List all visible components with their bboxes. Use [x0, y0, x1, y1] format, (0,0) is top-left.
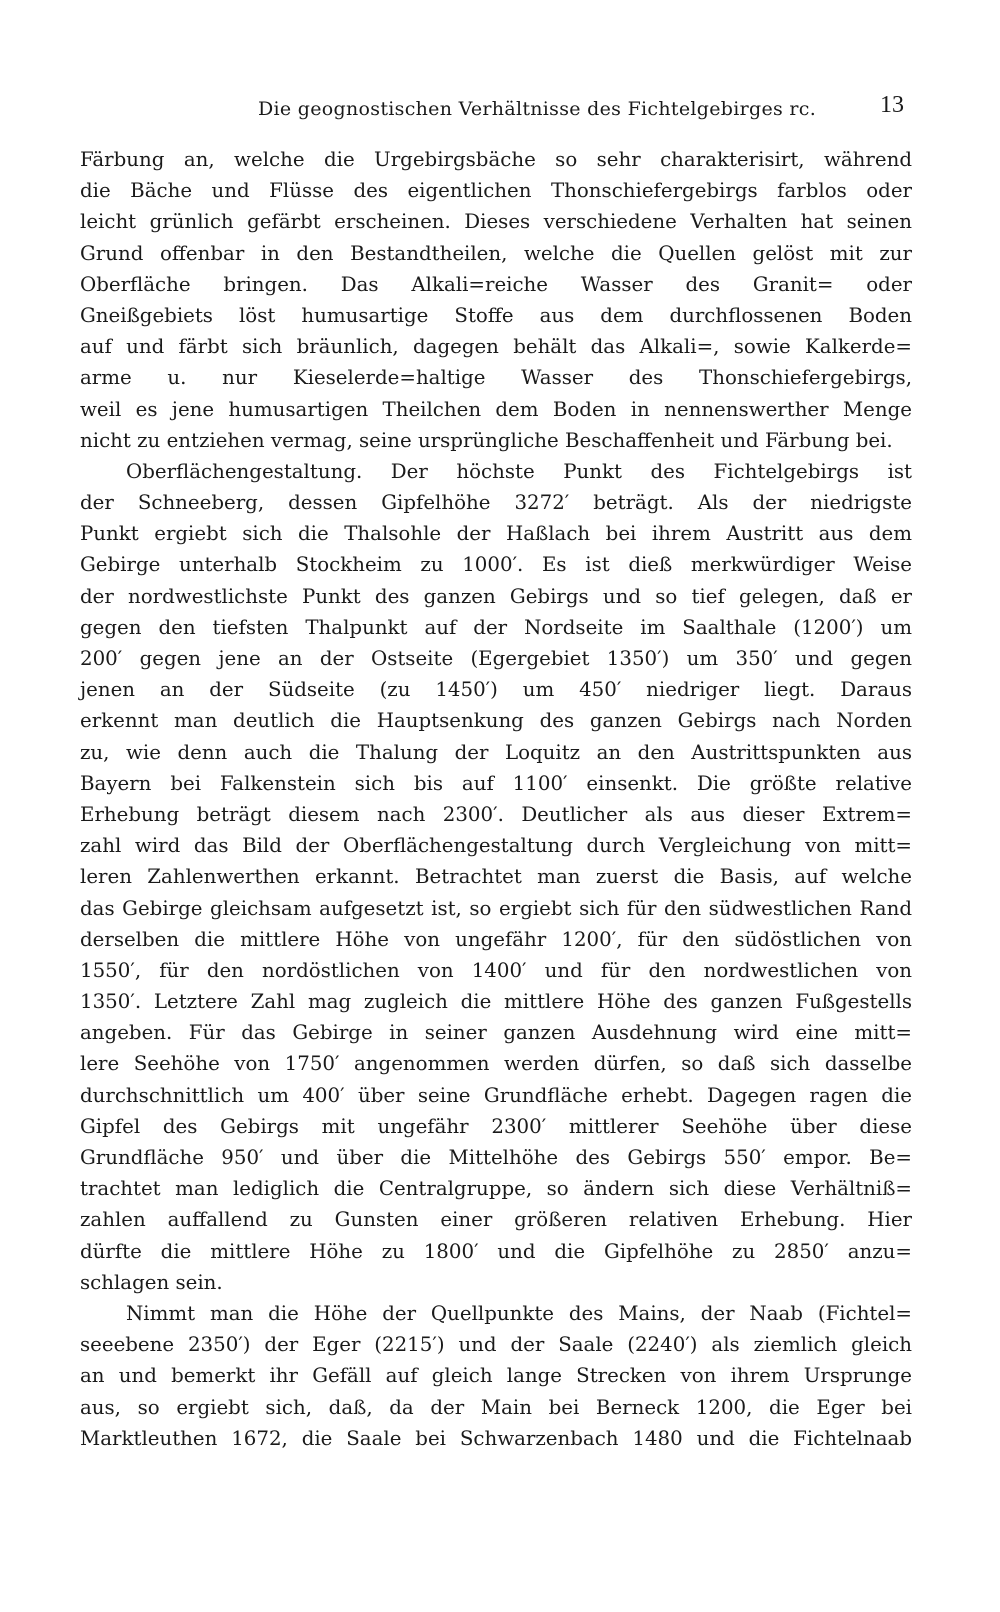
- text-line: Punkt ergiebt sich die Thalsohle der Haßlach bei ihrem Austritt aus dem: [80, 522, 912, 546]
- text-line: leicht grünlich gefärbt erscheinen. Dieses verschiedene Verhalten hat seinen: [80, 210, 912, 234]
- text-line: der nordwestlichste Punkt des ganzen Gebirgs und so tief gelegen, daß er: [80, 584, 912, 608]
- text-line: Bayern bei Falkenstein sich bis auf 1100′ einsenkt. Die größte relative: [80, 771, 912, 795]
- text-line: dürfte die mittlere Höhe zu 1800′ und die Gipfelhöhe zu 2850′ anzu=: [80, 1239, 912, 1263]
- text-line: Grundfläche 950′ und über die Mittelhöhe des Gebirgs 550′ empor. Be=: [80, 1146, 912, 1169]
- text-line: gegen den tiefsten Thalpunkt auf der Nordseite im Saalthale (1200′) um: [80, 615, 912, 639]
- text-line: Gipfel des Gebirgs mit ungefähr 2300′ mittlerer Seehöhe über diese: [80, 1114, 912, 1138]
- paragraph-first-line: Nimmt man die Höhe der Quellpunkte des Mains, der Naab (Fichtel=: [126, 1301, 912, 1325]
- text-line: die Bäche und Flüsse des eigentlichen Thonschiefergebirgs farblos oder: [80, 179, 912, 203]
- text-line: das Gebirge gleichsam aufgesetzt ist, so ergiebt sich für den südwestlichen Rand: [80, 896, 912, 920]
- text-line: arme u. nur Kieselerde=haltige Wasser des Thonschiefergebirgs,: [80, 366, 912, 390]
- text-line: weil es jene humusartigen Theilchen dem Boden in nennenswerther Menge: [80, 397, 912, 421]
- text-line: Marktleuthen 1672, die Saale bei Schwarzenbach 1480 und die Fichtelnaab: [80, 1426, 912, 1450]
- text-line: schlagen sein.: [80, 1270, 223, 1294]
- text-line: Grund offenbar in den Bestandtheilen, welche die Quellen gelöst mit zur: [80, 241, 912, 265]
- text-line: derselben die mittlere Höhe von ungefähr 1200′, für den südöstlichen von: [80, 927, 912, 951]
- text-line: Gneißgebiets löst humusartige Stoffe aus dem durchflossenen Boden: [80, 303, 912, 327]
- running-head: [80, 92, 912, 128]
- text-line: leren Zahlenwerthen erkannt. Betrachtet man zuerst die Basis, auf welche: [80, 865, 912, 889]
- text-line: durchschnittlich um 400′ über seine Grundfläche erhebt. Dagegen ragen die: [80, 1083, 912, 1107]
- text-line: nicht zu entziehen vermag, seine ursprüngliche Beschaffenheit und Färbung bei.: [80, 428, 893, 452]
- text-line: Erhebung beträgt diesem nach 2300′. Deutlicher als aus dieser Extrem=: [80, 802, 912, 826]
- text-line: angeben. Für das Gebirge in seiner ganzen Ausdehnung wird eine mitt=: [80, 1021, 912, 1045]
- text-line: jenen an der Südseite (zu 1450′) um 450′ niedriger liegt. Daraus: [80, 678, 912, 702]
- text-line: Färbung an, welche die Urgebirgsbäche so sehr charakterisirt, während: [80, 148, 912, 171]
- text-line: an und bemerkt ihr Gefäll auf gleich lange Strecken von ihrem Ursprunge: [80, 1364, 912, 1388]
- text-line: trachtet man lediglich die Centralgruppe, so ändern sich diese Verhältniß=: [80, 1177, 912, 1201]
- text-line: Oberfläche bringen. Das Alkali=reiche Wasser des Granit= oder: [80, 272, 912, 296]
- text-line: auf und färbt sich bräunlich, dagegen behält das Alkali=, sowie Kalkerde=: [80, 335, 912, 359]
- running-title: Die geognostischen Verhältnisse des Fichtelgebirges rc.: [258, 98, 817, 120]
- text-line: aus, so ergiebt sich, daß, da der Main bei Berneck 1200, die Eger bei: [80, 1395, 912, 1419]
- text-line: erkennt man deutlich die Hauptsenkung des ganzen Gebirgs nach Norden: [80, 709, 912, 733]
- page-number: 13: [880, 92, 904, 118]
- body-text: [80, 144, 912, 1454]
- section-heading-line: Oberflächengestaltung. Der höchste Punkt des Fichtelgebirgs ist: [126, 459, 912, 483]
- text-line: zahl wird das Bild der Oberflächengestaltung durch Vergleichung von mitt=: [80, 834, 912, 858]
- text-line: 1350′. Letztere Zahl mag zugleich die mittlere Höhe des ganzen Fußgestells: [80, 990, 912, 1014]
- text-line: zu, wie denn auch die Thalung der Loquitz an den Austrittspunkten aus: [80, 740, 912, 764]
- text-line: Gebirge unterhalb Stockheim zu 1000′. Es ist dieß merkwürdiger Weise: [80, 553, 912, 577]
- text-line: seeebene 2350′) der Eger (2215′) und der Saale (2240′) als ziemlich gleich: [80, 1333, 912, 1357]
- text-line: 200′ gegen jene an der Ostseite (Egergebiet 1350′) um 350′ und gegen: [80, 647, 912, 670]
- text-line: 1550′, für den nordöstlichen von 1400′ und für den nordwestlichen von: [80, 958, 912, 982]
- text-line: zahlen auffallend zu Gunsten einer größeren relativen Erhebung. Hier: [80, 1208, 912, 1232]
- text-line: lere Seehöhe von 1750′ angenommen werden dürfen, so daß sich dasselbe: [80, 1052, 912, 1076]
- text-line: der Schneeberg, dessen Gipfelhöhe 3272′ beträgt. Als der niedrigste: [80, 491, 912, 515]
